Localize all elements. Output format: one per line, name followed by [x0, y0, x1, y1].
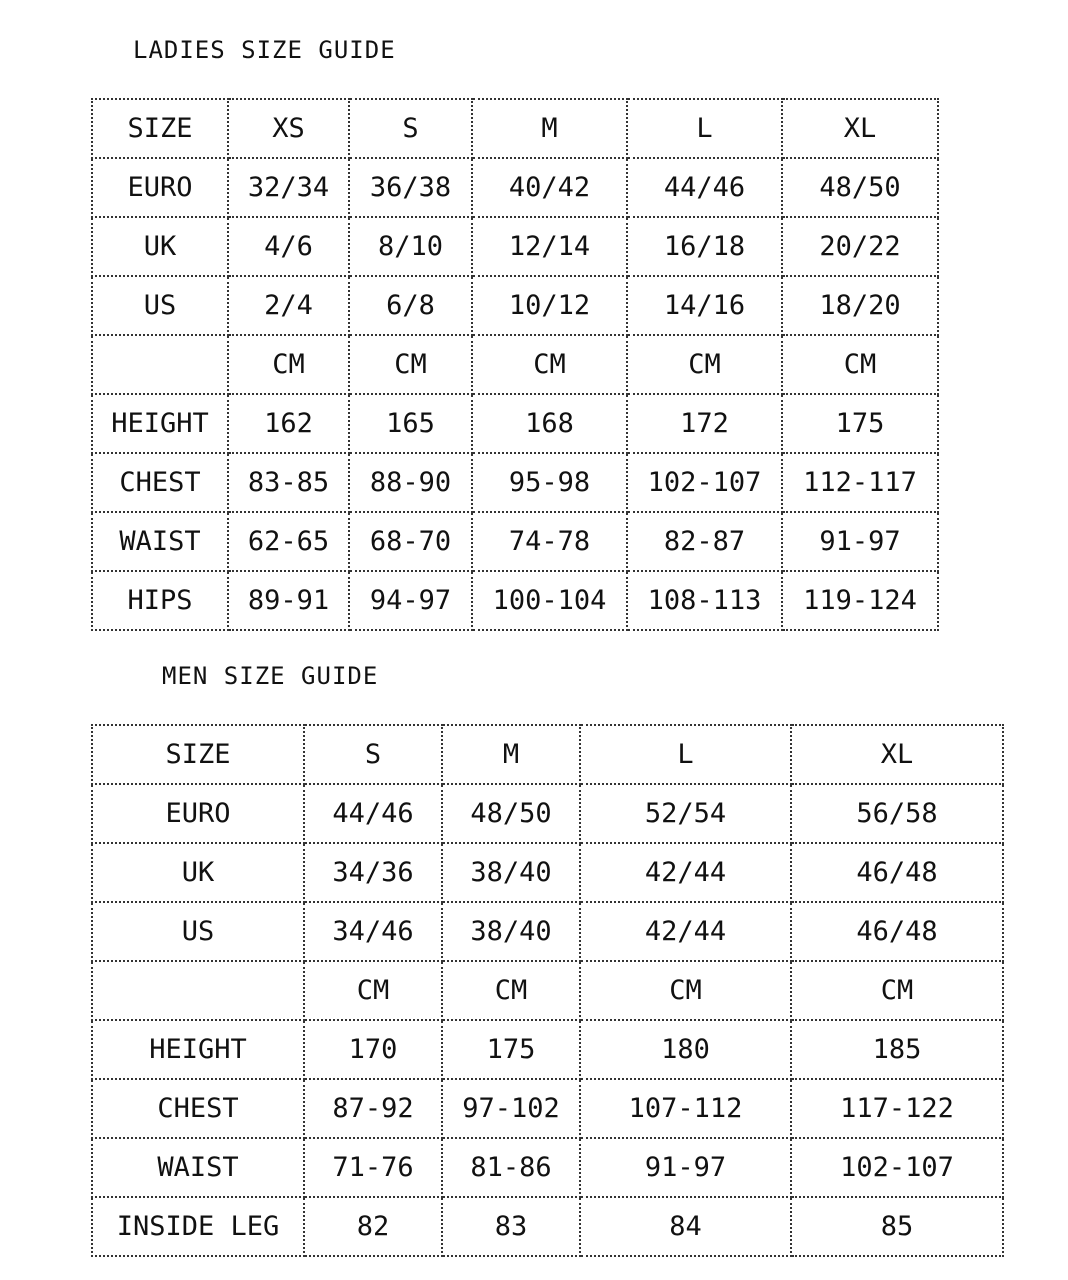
table-cell: CM [442, 961, 580, 1020]
table-cell: 83-85 [228, 453, 349, 512]
row-label-cell [92, 335, 228, 394]
table-cell: 89-91 [228, 571, 349, 630]
table-cell: 32/34 [228, 158, 349, 217]
table-cell: 85 [791, 1197, 1003, 1256]
table-cell: 6/8 [349, 276, 472, 335]
table-row [92, 158, 938, 217]
table-row [92, 1079, 1003, 1138]
table-cell: 34/36 [304, 843, 442, 902]
table-cell: CM [627, 335, 782, 394]
table-cell: 42/44 [580, 843, 791, 902]
ladies-size-table [91, 98, 939, 631]
table-cell: 42/44 [580, 902, 791, 961]
table-row [92, 571, 938, 630]
size-header-cell: L [580, 725, 791, 784]
table-cell: 48/50 [782, 158, 938, 217]
row-label-cell: WAIST [92, 1138, 304, 1197]
table-row [92, 961, 1003, 1020]
table-row [92, 217, 938, 276]
size-header-cell: XS [228, 99, 349, 158]
table-cell: 40/42 [472, 158, 627, 217]
ladies-size-guide-title: LADIES SIZE GUIDE [133, 36, 396, 64]
table-cell: 12/14 [472, 217, 627, 276]
table-cell: 34/46 [304, 902, 442, 961]
row-label-cell: SIZE [92, 99, 228, 158]
table-cell: 82 [304, 1197, 442, 1256]
table-cell: CM [349, 335, 472, 394]
size-header-cell: L [627, 99, 782, 158]
table-cell: 62-65 [228, 512, 349, 571]
table-cell: 18/20 [782, 276, 938, 335]
table-cell: 82-87 [627, 512, 782, 571]
table-cell: CM [791, 961, 1003, 1020]
row-label-cell [92, 961, 304, 1020]
row-label-cell: UK [92, 217, 228, 276]
table-cell: 119-124 [782, 571, 938, 630]
table-row [92, 335, 938, 394]
table-cell: 88-90 [349, 453, 472, 512]
table-row [92, 784, 1003, 843]
table-cell: 102-107 [627, 453, 782, 512]
table-row [92, 276, 938, 335]
row-label-cell: HEIGHT [92, 1020, 304, 1079]
table-cell: 10/12 [472, 276, 627, 335]
table-cell: 48/50 [442, 784, 580, 843]
row-label-cell: HEIGHT [92, 394, 228, 453]
table-cell: 108-113 [627, 571, 782, 630]
table-row [92, 1197, 1003, 1256]
table-row [92, 1020, 1003, 1079]
table-cell: 83 [442, 1197, 580, 1256]
table-cell: 162 [228, 394, 349, 453]
table-header-row [92, 725, 1003, 784]
table-cell: CM [304, 961, 442, 1020]
table-cell: 84 [580, 1197, 791, 1256]
men-size-guide-title: MEN SIZE GUIDE [162, 662, 379, 690]
size-header-cell: S [304, 725, 442, 784]
table-cell: 172 [627, 394, 782, 453]
men-size-table [91, 724, 1004, 1257]
table-cell: 95-98 [472, 453, 627, 512]
size-header-cell: XL [791, 725, 1003, 784]
table-cell: 20/22 [782, 217, 938, 276]
size-header-cell: XL [782, 99, 938, 158]
row-label-cell: UK [92, 843, 304, 902]
table-cell: 112-117 [782, 453, 938, 512]
table-cell: CM [782, 335, 938, 394]
table-cell: CM [228, 335, 349, 394]
table-cell: 91-97 [782, 512, 938, 571]
table-cell: 44/46 [627, 158, 782, 217]
table-cell: 14/16 [627, 276, 782, 335]
table-cell: 8/10 [349, 217, 472, 276]
row-label-cell: EURO [92, 158, 228, 217]
size-header-cell: M [472, 99, 627, 158]
table-cell: CM [472, 335, 627, 394]
row-label-cell: US [92, 276, 228, 335]
row-label-cell: HIPS [92, 571, 228, 630]
table-cell: 44/46 [304, 784, 442, 843]
table-cell: 81-86 [442, 1138, 580, 1197]
table-row [92, 1138, 1003, 1197]
table-cell: 87-92 [304, 1079, 442, 1138]
table-cell: 165 [349, 394, 472, 453]
table-header-row [92, 99, 938, 158]
table-cell: 91-97 [580, 1138, 791, 1197]
table-cell: 46/48 [791, 902, 1003, 961]
table-cell: 2/4 [228, 276, 349, 335]
table-cell: 175 [442, 1020, 580, 1079]
row-label-cell: CHEST [92, 1079, 304, 1138]
table-cell: 38/40 [442, 843, 580, 902]
row-label-cell: CHEST [92, 453, 228, 512]
table-cell: 117-122 [791, 1079, 1003, 1138]
row-label-cell: INSIDE LEG [92, 1197, 304, 1256]
table-cell: 71-76 [304, 1138, 442, 1197]
table-row [92, 512, 938, 571]
table-cell: 16/18 [627, 217, 782, 276]
row-label-cell: SIZE [92, 725, 304, 784]
table-cell: 102-107 [791, 1138, 1003, 1197]
table-cell: 180 [580, 1020, 791, 1079]
table-cell: 97-102 [442, 1079, 580, 1138]
table-row [92, 843, 1003, 902]
table-cell: 107-112 [580, 1079, 791, 1138]
table-cell: 4/6 [228, 217, 349, 276]
table-cell: 36/38 [349, 158, 472, 217]
table-cell: 56/58 [791, 784, 1003, 843]
table-cell: CM [580, 961, 791, 1020]
table-cell: 175 [782, 394, 938, 453]
table-cell: 68-70 [349, 512, 472, 571]
table-cell: 100-104 [472, 571, 627, 630]
table-row [92, 453, 938, 512]
table-cell: 170 [304, 1020, 442, 1079]
row-label-cell: WAIST [92, 512, 228, 571]
table-cell: 38/40 [442, 902, 580, 961]
row-label-cell: US [92, 902, 304, 961]
table-cell: 74-78 [472, 512, 627, 571]
table-row [92, 902, 1003, 961]
table-cell: 185 [791, 1020, 1003, 1079]
table-cell: 168 [472, 394, 627, 453]
table-cell: 94-97 [349, 571, 472, 630]
row-label-cell: EURO [92, 784, 304, 843]
table-cell: 46/48 [791, 843, 1003, 902]
size-header-cell: M [442, 725, 580, 784]
table-row [92, 394, 938, 453]
table-cell: 52/54 [580, 784, 791, 843]
size-header-cell: S [349, 99, 472, 158]
